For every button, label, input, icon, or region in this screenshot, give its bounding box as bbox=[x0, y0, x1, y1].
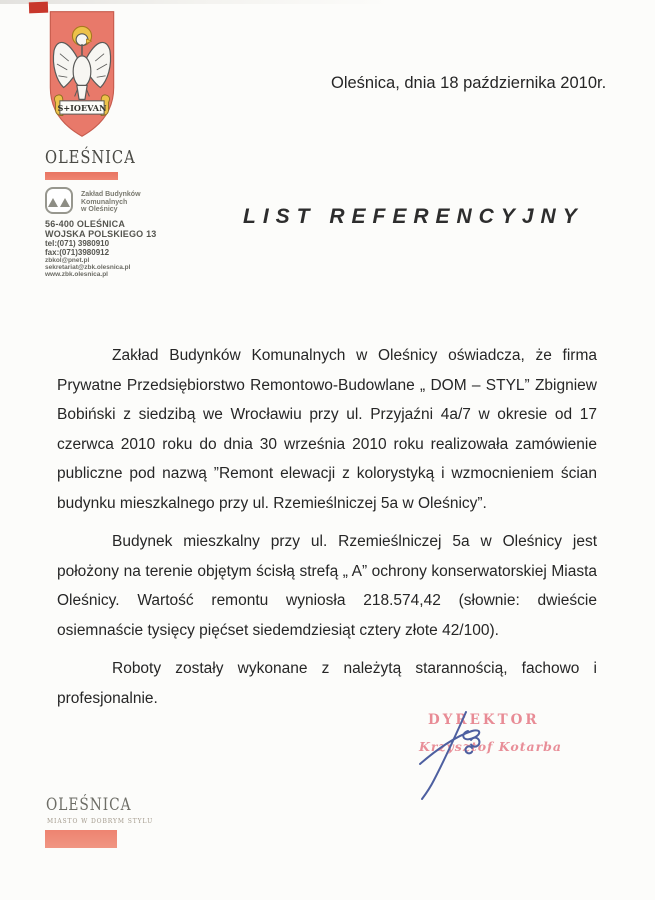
roof-icon bbox=[48, 198, 58, 207]
roof-icon bbox=[60, 198, 70, 207]
address-fax: fax:(071)3980912 bbox=[45, 248, 110, 257]
zbk-org-name-line: Komunalnych bbox=[81, 198, 128, 206]
zbk-org-name-line: w Oleśnicy bbox=[81, 206, 118, 213]
address-website: www.zbk.olesnica.pl bbox=[45, 271, 108, 278]
paragraph-3: Roboty zostały wykonane z należytą starannością, fachowo i profesjonalnie. bbox=[57, 660, 597, 707]
footer-red-bar bbox=[45, 830, 117, 848]
letter-title: LIST REFERENCYJNY bbox=[243, 205, 584, 228]
letter-body bbox=[57, 341, 597, 722]
address-email-2: sekretariat@zbk.olesnica.pl bbox=[45, 264, 131, 271]
crest-red-bar bbox=[45, 172, 118, 180]
stamp-director-title: DYREKTOR bbox=[428, 712, 540, 728]
address-phone: tel:(071) 3980910 bbox=[45, 239, 110, 248]
org-address-block bbox=[45, 219, 157, 278]
crest-banner-text: S+IOEVAN bbox=[57, 102, 107, 113]
letter-date: Oleśnica, dnia 18 października 2010r. bbox=[331, 74, 607, 92]
zbk-org-name bbox=[81, 191, 141, 214]
footer-slogan: MIASTO W DOBRYM STYLU bbox=[47, 818, 154, 825]
address-email-1: zbkol@pnet.pl bbox=[45, 257, 90, 264]
olesnica-crest-icon bbox=[45, 8, 119, 148]
stamp-director-name: Krzysztof Kotarba bbox=[419, 739, 563, 754]
zbk-logo-icon bbox=[45, 187, 73, 214]
paragraph-1: Zakład Budynków Komunalnych w Oleśnicy oświadcza, że firma Prywatne Przedsiębiorstwo Remontowo-Budowlane „ DOM – STYL” Zbigniew Bobiński z siedzibą we Wrocławiu przy ul. Przyjaźni 4a/7 w okresie od 17 czerwca 2010 roku do dnia 30 września 2010 roku realizowała zamówienie publiczne pod nazwą ”Remont elewacji z kolorystyką i wzmocnieniem ścian budynku mieszkalnego przy ul. Rzemieślniczej 5a w Oleśnicy”. bbox=[57, 347, 597, 512]
zbk-org-name-line: Zakład Budynków bbox=[81, 191, 141, 198]
crest-city-name: OLEŚNICA bbox=[45, 146, 136, 168]
address-street: WOJSKA POLSKIEGO 13 bbox=[45, 229, 157, 239]
paragraph-2: Budynek mieszkalny przy ul. Rzemieślniczej 5a w Oleśnicy jest położony na terenie objętym ścisłą strefą „ A” ochrony konserwatorskiej Miasta Oleśnicy. Wartość remontu wyniosła 218.574,42 (słownie: dwieście osiemnaście tysięcy pięćset siedemdziesiąt cztery złote 42/100). bbox=[57, 533, 597, 639]
address-postal: 56-400 OLEŚNICA bbox=[45, 219, 126, 229]
footer-city-name: OLEŚNICA bbox=[46, 796, 132, 815]
handwritten-signature bbox=[398, 702, 528, 802]
